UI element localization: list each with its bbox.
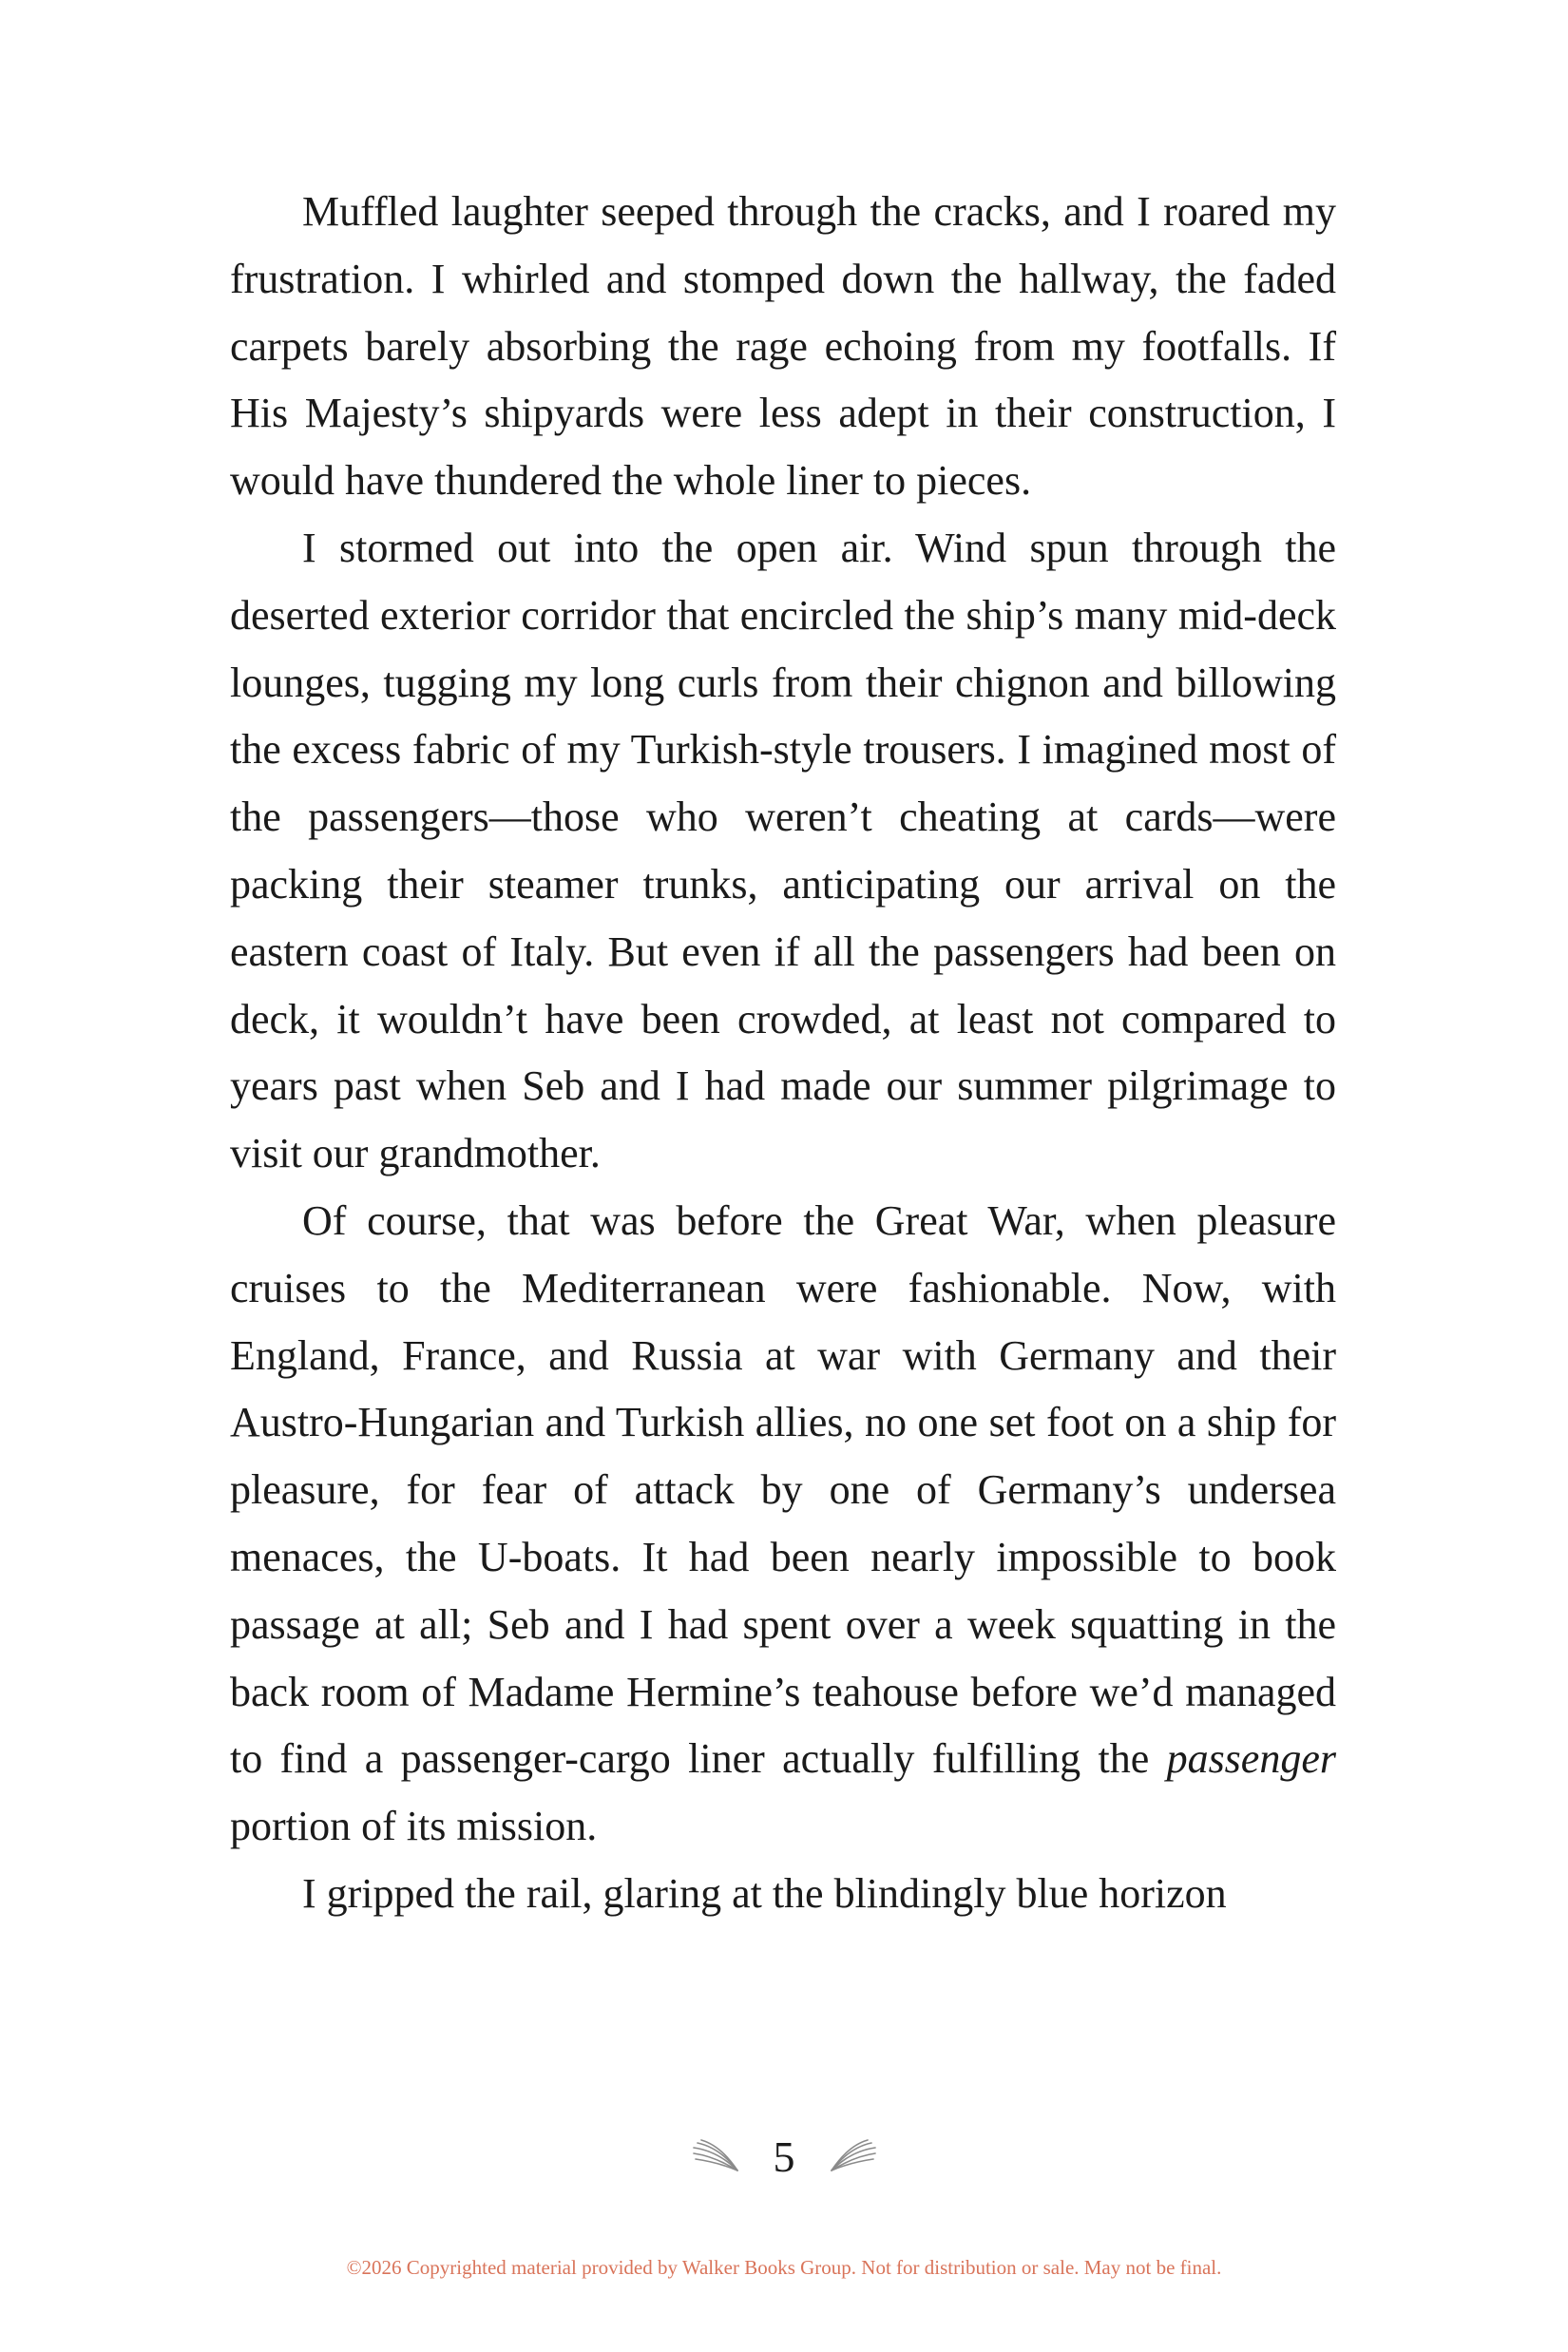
feather-ornament-left-icon xyxy=(692,2138,741,2176)
body-text xyxy=(230,179,1336,1928)
paragraph-3 xyxy=(230,1188,1336,1861)
italic-passenger: passenger xyxy=(1166,1735,1336,1783)
page-folio xyxy=(0,2124,1568,2190)
paragraph-3-text: Of course, that was before the Great War, when pleasure cruises to the Mediterranean were fashionable. Now, with England, France, and Russia at war with Germany and their Austro-Hungarian and Turkish allies, no one set foot on a ship for pleasure, for fear of attack by one of Germany’s undersea menaces, the U-boats. It had been nearly impossible to book passage at all; Seb and I had spent over a week squatting in the back room of Madame Hermine’s teahouse before we’d managed to find a passenger-cargo liner actually fulfilling the xyxy=(230,1196,1336,1783)
paragraph-4: I gripped the rail, glaring at the blindingly blue horizon xyxy=(302,1869,1227,1917)
copyright-notice: ©2026 Copyrighted material provided by Walker Books Group. Not for distribution or sale. May not be final. xyxy=(346,2256,1222,2279)
paragraph-3-end: portion of its mission. xyxy=(230,1803,598,1850)
feather-ornament-right-icon xyxy=(828,2138,877,2176)
page-number: 5 xyxy=(773,2132,795,2181)
paragraph-2: I stormed out into the open air. Wind spun through the deserted exterior corridor that encircled the ship’s many mid-deck lounges, tugging my long curls from their chignon and billowing the excess fabric of my Turkish-style trousers. I imagined most of the passengers—those who weren’t cheating at cards—were packing their steamer trunks, anticipating our arrival on the eastern coast of Italy. But even if all the passengers had been on deck, it wouldn’t have been crowded, at least not compared to years past when Seb and I had made our summer pilgrimage to visit our grandmother. xyxy=(230,524,1336,1177)
paragraph-1: Muffled laughter seeped through the cracks, and I roared my frustration. I whirled and stomped down the hallway, the faded carpets barely absorbing the rage echoing from my footfalls. If His Majesty’s shipyards were less adept in their construction, I would have thundered the whole liner to pieces. xyxy=(230,188,1336,505)
